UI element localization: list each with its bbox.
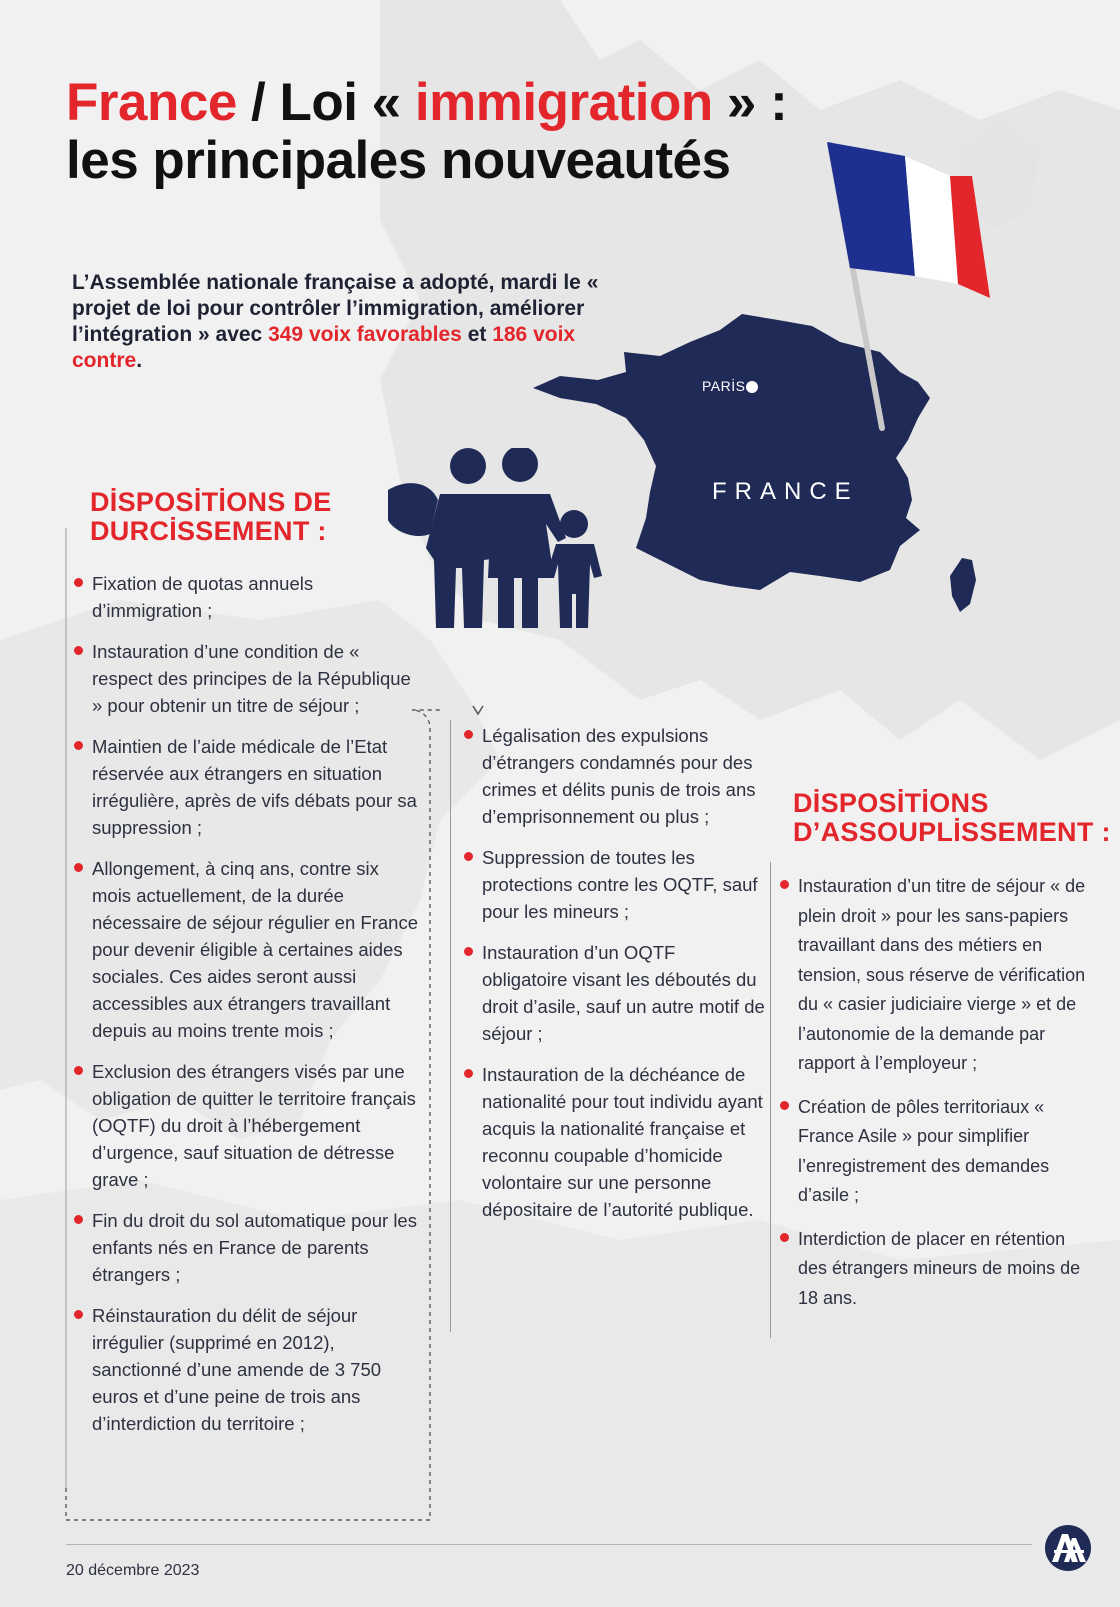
votes-against: 186 voix contre [72,323,576,372]
title-france: France [66,73,237,132]
list-item: Création de pôles territoriaux « France Asile » pour simplifier l’enregistrement des demandes d’asile ; [776,1093,1098,1211]
corsica-shape [950,558,976,612]
france-label: FRANCE [712,478,859,505]
paris-dot [746,381,758,393]
durcissement-title-line2: DURCİSSEMENT : [90,516,327,546]
assouplissement-list [776,872,1098,1327]
title-immigration: immigration [414,73,713,132]
list-item: Réinstauration du délit de séjour irrégulier (supprimé en 2012), sanctionné d’une amende de 3 750 euros et d’une peine de trois ans d’interdiction du territoire ; [70,1302,420,1437]
footer-divider [66,1544,1032,1545]
title-subtitle: les principales nouveautés [66,131,731,190]
list-item: Instauration de la déchéance de nationalité pour tout individu ayant acquis la nationalité française et reconnu coupable d’homicide volontaire sur une personne dépositaire de l’autorité publique. [460,1061,765,1223]
column-divider [450,720,451,1332]
intro-text-end: . [136,349,143,372]
list-item: Fixation de quotas annuels d’immigration ; [70,570,420,624]
paris-label: PARİS [702,378,746,394]
list-item: Instauration d’un OQTF obligatoire visant les déboutés du droit d’asile, sauf un autre motif de séjour ; [460,939,765,1047]
list-item: Suppression de toutes les protections contre les OQTF, sauf pour les mineurs ; [460,844,765,925]
list-item: Exclusion des étrangers visés par une obligation de quitter le territoire français (OQTF) du droit à l’hébergement d’urgence, sauf situation de détresse grave ; [70,1058,420,1193]
title-colon: » : [712,73,788,132]
anadolu-agency-logo [1044,1524,1092,1572]
bracket-arrow-icon [472,700,484,720]
assouplissement-title [793,789,1111,847]
list-item: Interdiction de placer en rétention des étrangers mineurs de moins de 18 ans. [776,1225,1098,1314]
intro-paragraph [72,270,632,374]
assouplissement-title-line2: D’ASSOUPLİSSEMENT : [793,817,1111,847]
list-item: Légalisation des expulsions d’étrangers condamnés pour des crimes et délits punis de trois ans d’emprisonnement ou plus ; [460,722,765,830]
list-item: Instauration d’une condition de « respect des principes de la République » pour obtenir un titre de séjour ; [70,638,420,719]
durcissement-list-col1 [70,570,420,1451]
title-loi: / Loi « [236,73,415,132]
column-divider [770,862,771,1338]
durcissement-list-col2 [460,722,765,1237]
votes-for: 349 voix favorables [268,323,462,346]
intro-text: L’Assemblée nationale française a adopté, mardi le « projet de loi pour contrôler l’immigration, améliorer l’intégration » avec [72,271,599,346]
list-item: Instauration d’un titre de séjour « de plein droit » pour les sans-papiers travaillant dans des métiers en tension, sous réserve de vérification du « casier judiciaire vierge » et de l’autonomie de la demande par rapport à l’employeur ; [776,872,1098,1079]
list-item: Allongement, à cinq ans, contre six mois actuellement, de la durée nécessaire de séjour régulier en France pour devenir éligible à certaines aides sociales. Ces aides seront aussi accessibles aux étrangers travaillant depuis au moins trente mois ; [70,855,420,1044]
assouplissement-title-line1: DİSPOSİTİONS [793,788,989,818]
durcissement-title-line1: DİSPOSİTİONS DE [90,487,332,517]
list-item: Fin du droit du sol automatique pour les enfants nés en France de parents étrangers ; [70,1207,420,1288]
page-title [66,74,787,190]
list-item: Maintien de l’aide médicale de l’Etat réservée aux étrangers en situation irrégulière, après de vifs débats pour sa suppression ; [70,733,420,841]
publication-date: 20 décembre 2023 [66,1562,200,1579]
intro-text-middle: et [461,323,493,346]
